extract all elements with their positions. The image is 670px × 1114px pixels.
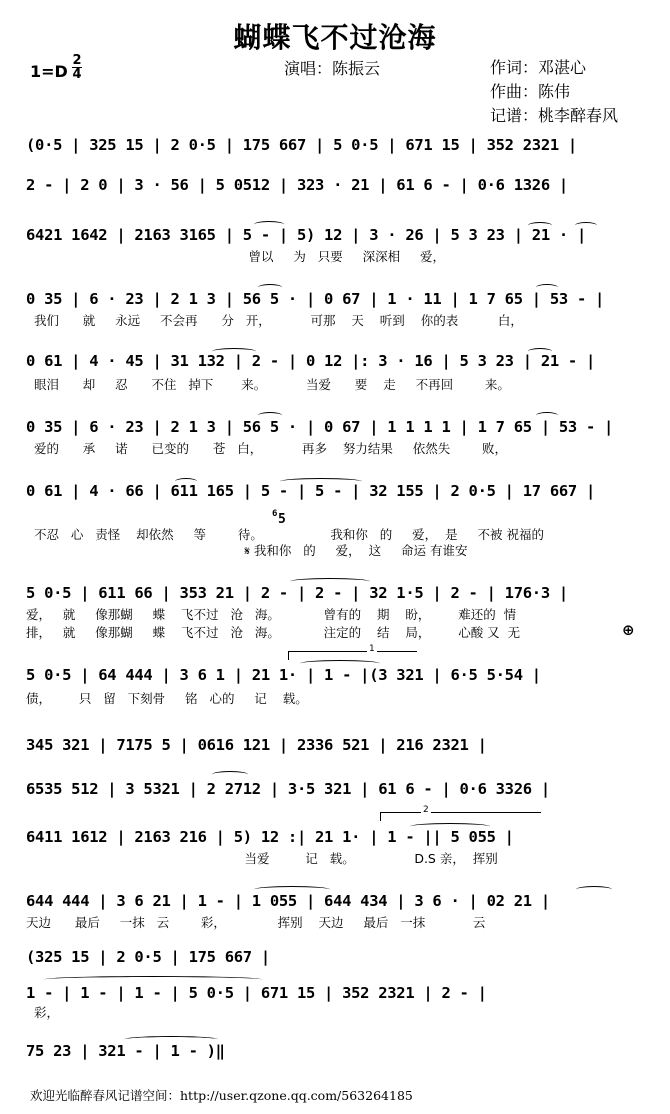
score-line: 345 321 | 7175 5 | 0616 121 | 2336 521 | 216 2321 | xyxy=(26,736,487,754)
score-line: 6411 1612 | 2163 216 | 5) 12 :| 21 1· | 1 - || 5 055 | xyxy=(26,828,514,846)
lyricist-credit: 作词：邓湛心 xyxy=(490,58,587,77)
score-line: 1 - | 1 - | 1 - | 5 0·5 | 671 15 | 352 2321 | 2 - | xyxy=(26,984,487,1002)
score-line: 6421 1642 | 2163 3165 | 5 - | 5) 12 | 3 · 26 | 5 3 23 | 21 · | xyxy=(26,226,586,244)
singer-credit: 演唱：陈振云 xyxy=(284,59,381,78)
slur-arc xyxy=(258,284,282,291)
volta-1-bracket xyxy=(288,644,417,660)
score-line: 0 35 | 6 · 23 | 2 1 3 | 56 5 · | 0 67 | 1 1 1 1 | 1 7 65 | 53 - | xyxy=(26,418,614,436)
score-line: 75 23 | 321 - | 1 - )‖ xyxy=(26,1042,225,1060)
coda-sign: ⊕ xyxy=(622,621,635,639)
score-line: 0 61 | 4 · 66 | 611 165 | 5 - | 5 - | 32 155 | 2 0·5 | 17 667 | xyxy=(26,482,596,500)
slur-arc xyxy=(528,222,552,229)
song-title: 蝴蝶飞不过沧海 xyxy=(233,21,437,54)
lyric-line: 曾以 为 只要 深深相 爱， xyxy=(26,249,446,264)
lyric-line: 天边 最后 一抹 云 彩， 挥别 天边 最后 一抹 云 xyxy=(26,915,486,930)
slur-arc xyxy=(212,771,248,778)
slur-arc xyxy=(576,886,612,893)
slur-arc xyxy=(536,412,558,419)
slur-arc xyxy=(290,578,370,585)
score-line: 5 0·5 | 611 66 | 353 21 | 2 - | 2 - | 32 1·5 | 2 - | 176·3 | xyxy=(26,584,568,602)
footer-credit: 欢迎光临醉春风记谱空间：http://user.qzone.qq.com/563264185 xyxy=(30,1088,413,1103)
lyric-line: 爱的 承 诺 已变的 苍 白， 再多 努力结果 依然失 败， xyxy=(26,441,508,456)
slur-arc xyxy=(300,660,380,667)
score-line: (325 15 | 2 0·5 | 175 667 | xyxy=(26,948,270,966)
credits-block xyxy=(490,56,618,128)
slur-arc xyxy=(254,886,330,893)
lyric-line: 眼泪 却 忍 不住 掉下 来。 当爱 要 走 不再回 来。 xyxy=(26,377,510,392)
key-signature: 1=D xyxy=(30,62,68,81)
slur-arc xyxy=(280,478,362,485)
slur-arc xyxy=(254,221,284,228)
meter-top: 2 xyxy=(72,53,82,68)
slur-arc xyxy=(410,823,490,830)
score-line: 2 - | 2 0 | 3 · 56 | 5 0512 | 323 · 21 | 61 6 - | 0·6 1326 | xyxy=(26,176,568,194)
score-line: 0 61 | 4 · 45 | 31 132 | 2 - | 0 12 |: 3 · 16 | 5 3 23 | 21 - | xyxy=(26,352,596,370)
lyric-line: 我们 就 永远 不会再 分 开， 可那 天 听到 你的表 白， xyxy=(26,313,523,328)
score-line: (0·5 | 325 15 | 2 0·5 | 175 667 | 5 0·5 | 671 15 | 352 2321 | xyxy=(26,136,577,154)
lyric-line: 彩， xyxy=(26,1005,59,1020)
lyric-line: 排， 就 像那蝴 蝶 飞不过 沧 海。 注定的 结 局， 心酸 又 无 xyxy=(26,625,521,640)
lyric-line: 债， 只 留 下刻骨 铭 心的 记 载。 xyxy=(26,691,308,706)
transcriber-credit: 记谱：桃李醉春风 xyxy=(490,106,619,125)
slur-arc xyxy=(258,412,282,419)
volta-2-label: 2 xyxy=(423,805,429,815)
slur-arc xyxy=(212,348,256,355)
slur-arc xyxy=(44,976,262,983)
lyric-line: 不忍 心 责怪 却依然 等 待。 我和你 的 爱， 是 不被 祝福的 xyxy=(26,527,544,542)
lyric-line: 当爱 记 载。 D.S 亲， 挥别 xyxy=(26,851,498,866)
meter-bottom: 4 xyxy=(72,67,82,82)
slur-arc xyxy=(175,478,197,485)
lyric-line: 𝄋 我和你 的 爱， 这 命运 有谁安 xyxy=(26,543,468,558)
slur-arc xyxy=(528,348,552,355)
inline-note-5: 5 xyxy=(278,512,286,527)
score-line: 644 444 | 3 6 21 | 1 - | 1 055 | 644 434 | 3 6 · | 02 21 | xyxy=(26,892,550,910)
inline-note-6: 6 xyxy=(272,509,278,519)
slur-arc xyxy=(536,284,558,291)
slur-arc xyxy=(575,222,597,229)
score-line: 5 0·5 | 64 444 | 3 6 1 | 21 1· | 1 - |(3 321 | 6·5 5·54 | xyxy=(26,666,541,684)
time-signature xyxy=(72,54,82,81)
volta-2-bracket xyxy=(380,805,541,821)
slur-arc xyxy=(124,1036,218,1043)
score-line: 0 35 | 6 · 23 | 2 1 3 | 56 5 · | 0 67 | 1 · 11 | 1 7 65 | 53 - | xyxy=(26,290,605,308)
volta-1-label: 1 xyxy=(369,644,375,654)
composer-credit: 作曲：陈伟 xyxy=(490,82,571,101)
lyric-line: 爱， 就 像那蝴 蝶 飞不过 沧 海。 曾有的 期 盼， 难还的 情 xyxy=(26,607,517,622)
score-line: 6535 512 | 3 5321 | 2 2712 | 3·5 321 | 61 6 - | 0·6 3326 | xyxy=(26,780,550,798)
